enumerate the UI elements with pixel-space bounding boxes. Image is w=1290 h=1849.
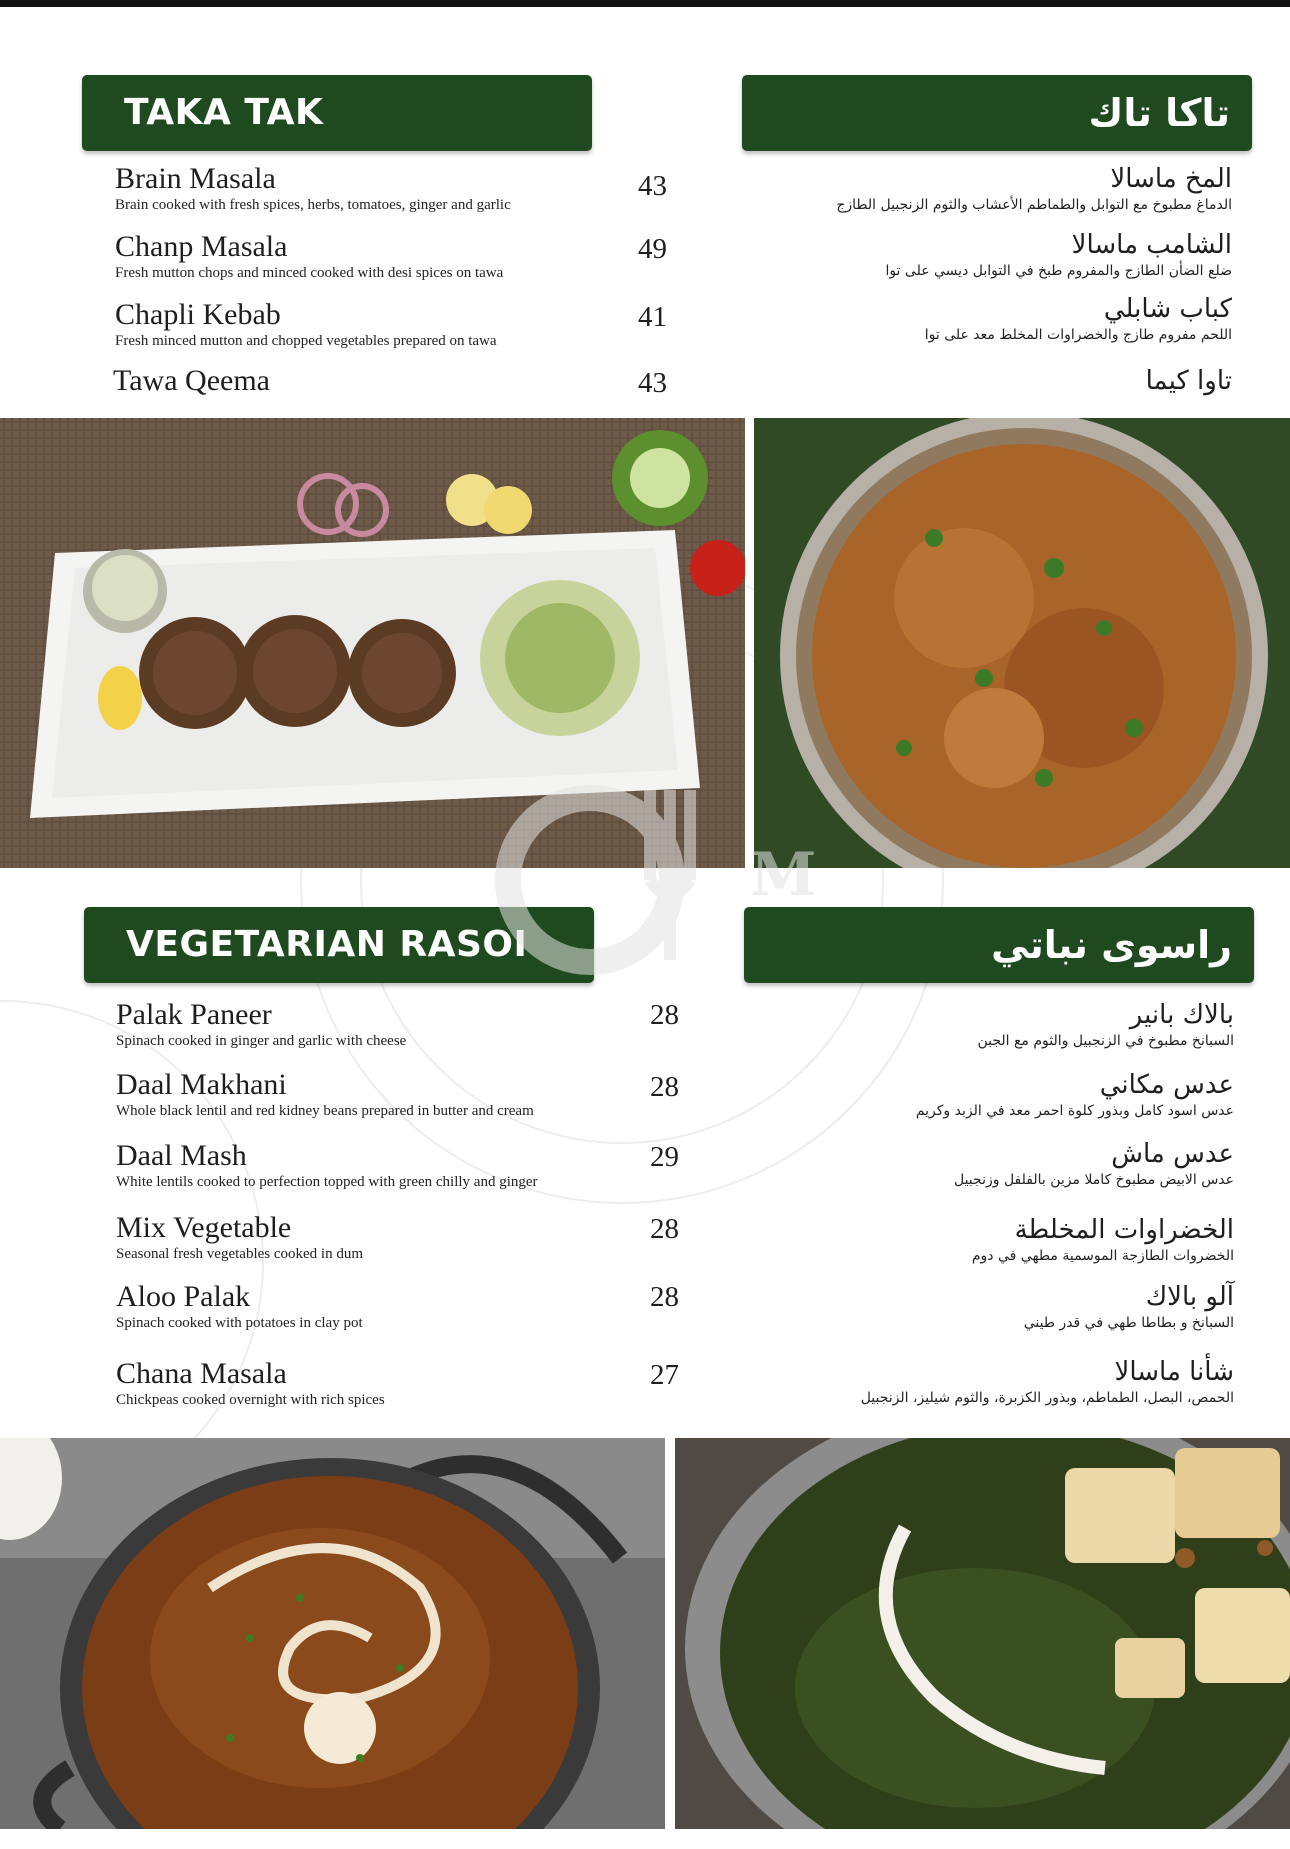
item-description-arabic: الدماغ مطبوخ مع التوابل والطماطم الأعشاب والثوم الزنجبيل الطازج (836, 197, 1232, 213)
item-name: Brain Masala (115, 162, 276, 195)
menu-item (113, 364, 270, 398)
item-description: Spinach cooked with potatoes in clay pot (116, 1315, 363, 1331)
item-name-arabic: شأنا ماسالا (1114, 1357, 1234, 1387)
item-description-arabic: عدس اسود كامل وبذور كلوة احمر معد في الزبد وكريم (915, 1103, 1234, 1119)
food-photo-tawa-qeema (754, 418, 1290, 868)
item-description: Whole black lentil and red kidney beans prepared in butter and cream (116, 1103, 534, 1119)
item-description: Chickpeas cooked overnight with rich spices (116, 1392, 385, 1408)
food-photo-daal-makhani (0, 1438, 665, 1829)
item-name-arabic: الخضراوات المخلطة (1014, 1215, 1234, 1245)
menu-item-arabic (720, 1355, 1234, 1407)
menu-item (116, 1357, 385, 1409)
item-description: Fresh mutton chops and minced cooked with desi spices on tawa (115, 265, 504, 281)
section-header-taka-tak (82, 75, 592, 151)
section-title: TAKA TAK (124, 92, 324, 133)
menu-item-arabic (720, 292, 1232, 344)
item-price: 43 (638, 367, 667, 399)
section-title-arabic: راسوى نباتي (991, 923, 1232, 967)
item-description: Fresh minced mutton and chopped vegetables prepared on tawa (115, 333, 497, 349)
menu-item (116, 1280, 363, 1332)
item-price: 28 (650, 1281, 679, 1313)
item-name-arabic: بالاك بانير (1129, 1000, 1234, 1030)
item-description-arabic: ضلع الضأن الطازج والمفروم طبخ في التوابل ديسي على توا (885, 263, 1232, 279)
item-price: 28 (650, 1213, 679, 1245)
item-description-arabic: السبانخ و بطاطا طهي في قدر طيني (1023, 1315, 1234, 1331)
item-price: 29 (650, 1141, 679, 1173)
item-name: Tawa Qeema (113, 364, 270, 397)
item-name: Daal Mash (116, 1139, 247, 1172)
top-border (0, 0, 1290, 7)
item-description: Seasonal fresh vegetables cooked in dum (116, 1246, 364, 1262)
item-name-arabic: الشامب ماسالا (1071, 230, 1232, 260)
item-description-arabic: الخضروات الطازجة الموسمية مطهي في دوم (971, 1248, 1234, 1264)
watermark-logo (470, 760, 830, 1005)
food-photo-palak-paneer (675, 1438, 1290, 1829)
menu-item (116, 1068, 534, 1120)
menu-item-arabic (720, 228, 1232, 280)
item-description: White lentils cooked to perfection topped with green chilly and ginger (116, 1174, 538, 1190)
menu-item (115, 298, 497, 350)
menu-item (116, 1211, 363, 1263)
item-price: 28 (650, 999, 679, 1031)
section-title-arabic: تاكا تاك (1088, 91, 1230, 135)
item-name: Chanp Masala (115, 230, 288, 263)
item-description: Spinach cooked in ginger and garlic with cheese (116, 1033, 407, 1049)
section-title: VEGETARIAN RASOI (126, 924, 528, 965)
item-description-arabic: الحمص، البصل، الطماطم، وبذور الكزبرة، والثوم شيليز، الزنجبيل (860, 1390, 1234, 1406)
item-name-arabic: تاوا كيما (1145, 366, 1232, 396)
item-description: Brain cooked with fresh spices, herbs, tomatoes, ginger and garlic (115, 197, 511, 213)
item-name: Chapli Kebab (115, 298, 281, 331)
item-price: 43 (638, 170, 667, 202)
menu-item-arabic (720, 1068, 1234, 1120)
item-price: 49 (638, 233, 667, 265)
item-name-arabic: كباب شابلي (1103, 294, 1232, 324)
menu-item-arabic (720, 364, 1232, 398)
menu-item-arabic (720, 1213, 1234, 1265)
item-description-arabic: السبانخ مطبوخ في الزنجبيل والثوم مع الجبن (977, 1033, 1234, 1049)
item-name: Palak Paneer (116, 998, 272, 1031)
item-description-arabic: اللحم مفروم طازج والخضراوات المخلط معد على توا (924, 327, 1232, 343)
menu-item (116, 1139, 538, 1191)
menu-item-arabic (720, 998, 1234, 1050)
item-name-arabic: آلو بالاك (1145, 1282, 1234, 1312)
item-name: Daal Makhani (116, 1068, 287, 1101)
item-name-arabic: عدس ماش (1111, 1139, 1234, 1169)
item-name-arabic: عدس مكاني (1099, 1070, 1234, 1100)
watermark-letter: M (750, 840, 817, 910)
item-name-arabic: المخ ماسالا (1110, 164, 1232, 194)
menu-item-arabic (720, 1280, 1234, 1332)
item-price: 27 (650, 1359, 679, 1391)
item-name: Mix Vegetable (116, 1211, 292, 1244)
item-name: Chana Masala (116, 1357, 287, 1390)
menu-item-arabic (720, 1137, 1234, 1189)
item-description-arabic: عدس الابيض مطبوخ كاملا مزين بالفلفل وزنجبيل (953, 1172, 1234, 1188)
section-header-taka-tak-arabic (742, 75, 1252, 151)
item-price: 41 (638, 301, 667, 333)
menu-item (115, 230, 503, 282)
menu-item (116, 998, 406, 1050)
menu-item (115, 162, 511, 214)
item-price: 28 (650, 1071, 679, 1103)
item-name: Aloo Palak (116, 1280, 251, 1313)
menu-item-arabic (720, 162, 1232, 214)
